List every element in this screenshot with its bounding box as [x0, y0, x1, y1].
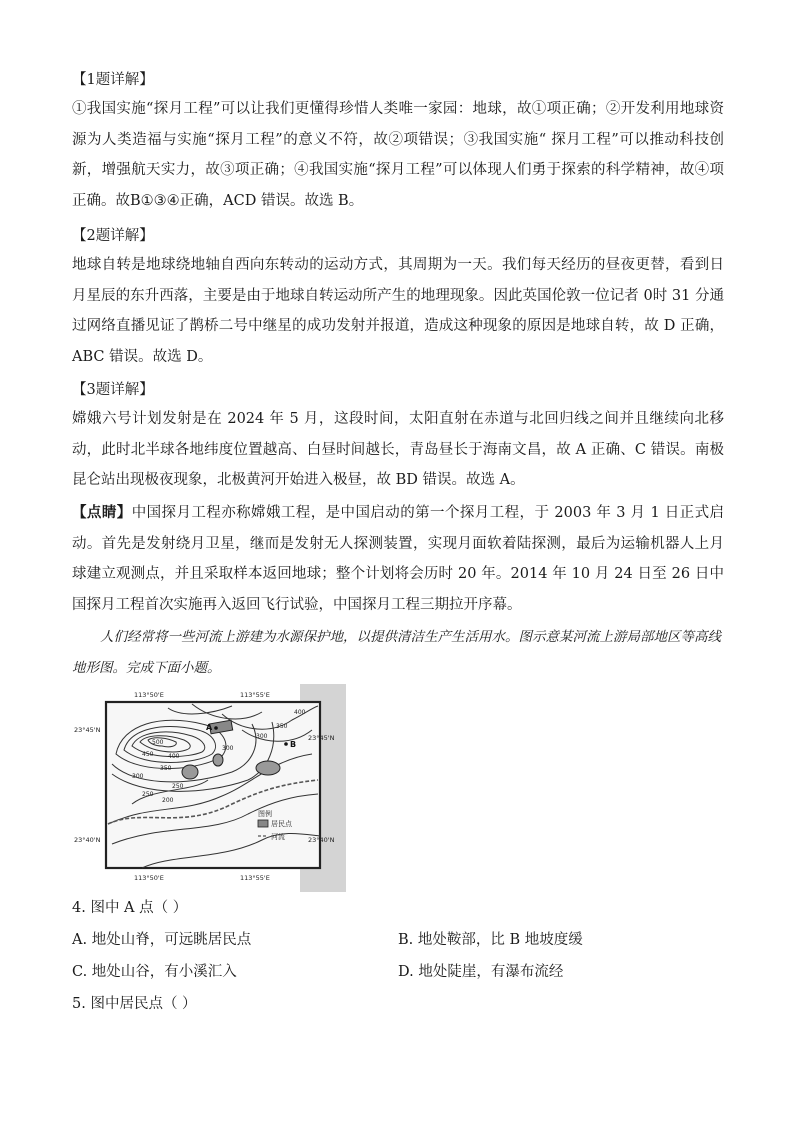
- point-b-marker: [284, 742, 288, 746]
- contour-label: 500: [152, 739, 164, 746]
- question-4-option-a[interactable]: A. 地处山脊，可远眺居民点: [72, 932, 252, 948]
- explanation-2-heading: 【2题详解】: [72, 228, 154, 244]
- point-a-marker: [214, 726, 218, 730]
- legend-river: 河流: [271, 833, 285, 841]
- question-4-stem: 4. 图中 A 点（ ）: [72, 900, 188, 916]
- contour-label: 400: [294, 709, 306, 716]
- contour-label: 300: [256, 733, 268, 740]
- dianjing-paragraph: [72, 498, 724, 620]
- contour-label: 300: [132, 773, 144, 780]
- contour-label: 450: [142, 751, 154, 758]
- dianjing-label: 【点睛】: [72, 504, 132, 521]
- lon-label-top-1: 113°50'E: [134, 691, 164, 699]
- dianjing-text: 中国探月工程亦称嫦娥工程，是中国启动的第一个探月工程，于 2003 年 3 月 1 日正式启动。首先是发射绕月卫星，继而是发射无人探测装置，实现月面软着陆探测，最后为运输机器人上月球建立观测点，并且采取样本返回地球；整个计划将会历时 20 年。2014 年 10 月 24 日至 26 日中国探月工程首次实施再入返回飞行试验，中国探月工程三期拉开序幕。: [72, 505, 725, 613]
- legend-settlement: 居民点: [271, 820, 292, 828]
- question-4-option-c[interactable]: C. 地处山谷，有小溪汇入: [72, 964, 237, 980]
- contour-label: 300: [222, 745, 234, 752]
- point-a-label: A: [206, 723, 213, 732]
- lat-label-right-1: 23°45'N: [308, 734, 335, 742]
- contour-label: 350: [276, 723, 288, 730]
- contour-label: 400: [168, 753, 180, 760]
- explanation-3-heading: 【3题详解】: [72, 382, 154, 398]
- contour-label: 200: [162, 797, 174, 804]
- contour-label: 350: [160, 765, 172, 772]
- contour-label: 250: [172, 783, 184, 790]
- contour-label: 250: [142, 791, 154, 798]
- lat-label-left-1: 23°45'N: [74, 726, 101, 734]
- contour-map-svg: [72, 684, 346, 892]
- explanation-3-text: 嫦娥六号计划发射是在 2024 年 5 月，这段时间，太阳直射在赤道与北回归线之间并且继续向北移动，此时北半球各地纬度位置越高、白昼时间越长，青岛昼长于海南文昌，故 A 正确、C 错误。南极昆仑站出现极夜现象，北极黄河开始进入极昼，故 BD 错误。故选 A。: [72, 411, 724, 488]
- explanation-1-text: ①我国实施“探月工程”可以让我们更懂得珍惜人类唯一家园：地球，故①项正确；②开发利用地球资源为人类造福与实施“探月工程”的意义不符，故②项错误；③我国实施“ 探月工程”可以推动科技创新，增强航天实力，故③项正确；④我国实施“探月工程”可以体现人们勇于探索的科学精神，故④项正确。故B①③④正确，ACD 错误。故选 B。: [72, 101, 724, 209]
- explanation-2-text: 地球自转是地球绕地轴自西向东转动的运动方式，其周期为一天。我们每天经历的昼夜更替，看到日月星辰的东升西落，主要是由于地球自转运动所产生的地理现象。因此英国伦敦一位记者 0时 31 分通过网络直播见证了鹊桥二号中继星的成功发射并报道，造成这种现象的原因是地球自转，故 D 正确，ABC 错误。故选 D。: [72, 257, 724, 365]
- lat-label-left-2: 23°40'N: [74, 836, 101, 844]
- question-4-option-d[interactable]: D. 地处陡崖，有瀑布流经: [398, 964, 564, 980]
- legend-title: 图例: [258, 810, 272, 818]
- lat-label-right-2: 23°40'N: [308, 836, 335, 844]
- question-intro: 人们经常将一些河流上游建为水源保护地，以提供清洁生产生活用水。图示意某河流上游局部地区等高线地形图。完成下面小题。: [72, 629, 721, 676]
- lon-label-bottom-1: 113°50'E: [134, 874, 164, 882]
- question-4-option-b[interactable]: B. 地处鞍部，比 B 地坡度缓: [398, 932, 583, 948]
- lon-label-bottom-2: 113°55'E: [240, 874, 270, 882]
- question-5-stem: 5. 图中居民点（ ）: [72, 996, 197, 1012]
- point-b-label: B: [290, 740, 297, 749]
- lon-label-top-2: 113°55'E: [240, 691, 270, 699]
- contour-map: [72, 684, 346, 892]
- explanation-1-heading: 【1题详解】: [72, 72, 154, 88]
